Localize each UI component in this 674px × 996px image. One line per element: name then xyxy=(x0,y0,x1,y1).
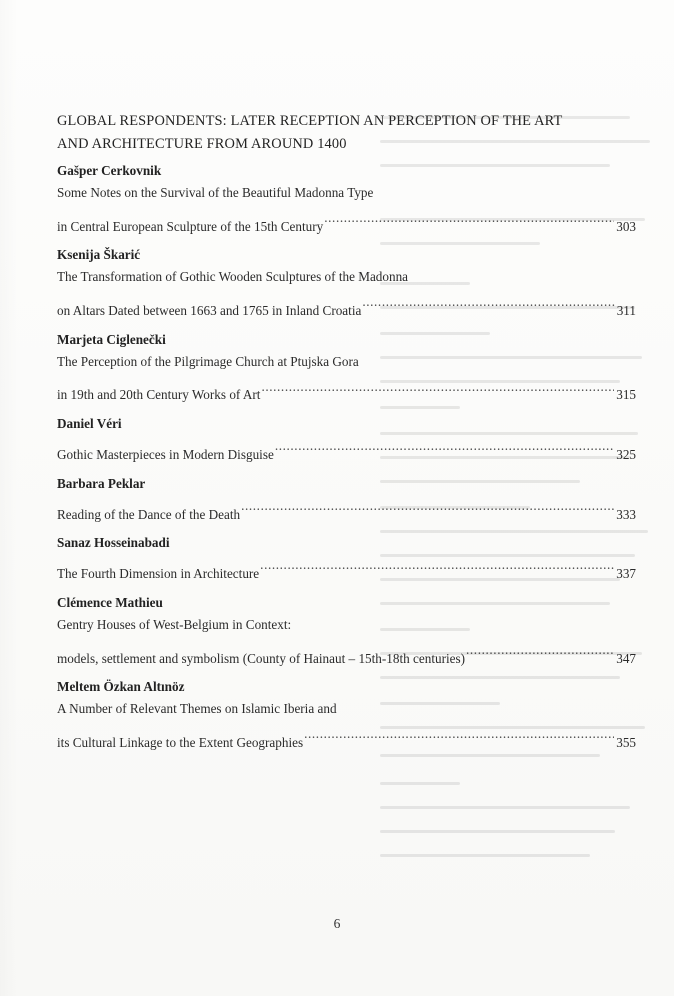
toc-entry xyxy=(57,593,636,671)
entry-title-final-line xyxy=(57,494,636,528)
dot-leader xyxy=(275,434,614,459)
entry-author: Gašper Cerkovnik xyxy=(57,163,162,178)
entry-title-text: its Cultural Linkage to the Extent Geographies xyxy=(57,734,304,750)
section-title-line-2: AND ARCHITECTURE FROM AROUND 1400 xyxy=(57,135,347,152)
dot-leader xyxy=(304,722,614,747)
dot-leader xyxy=(261,375,614,400)
entry-title-line: The Transformation of Gothic Wooden Sculptures of the Madonna xyxy=(57,269,409,285)
entry-title-text: Gothic Masterpieces in Modern Disguise xyxy=(57,446,274,462)
entry-title-line: A Number of Relevant Themes on Islamic Iberia and xyxy=(57,701,337,717)
entry-title-final-line xyxy=(57,206,636,240)
entry-title-line: The Perception of the Pilgrimage Church at Ptujska Gora xyxy=(57,353,359,369)
entry-title-line: Some Notes on the Survival of the Beautiful Madonna Type xyxy=(57,185,374,200)
entry-page-number: 355 xyxy=(616,734,636,750)
entry-title-text: Reading of the Dance of the Death xyxy=(57,506,241,522)
page-number: 6 xyxy=(333,916,341,931)
entry-page-number: 311 xyxy=(616,302,636,318)
entry-author: Marjeta Ciglenečki xyxy=(57,331,166,347)
entry-title-text: The Fourth Dimension in Architecture xyxy=(57,566,260,582)
toc-entry xyxy=(57,161,636,239)
entry-page-number: 315 xyxy=(616,387,636,403)
section-title-line-1: GLOBAL RESPONDENTS: LATER RECEPTION AN PERCEPTION OF THE ART xyxy=(57,113,563,129)
dot-leader xyxy=(241,494,614,519)
dot-leader xyxy=(466,638,614,663)
entry-title-final-line xyxy=(57,553,636,587)
entry-title-final-line xyxy=(57,638,636,672)
entry-title-line: Gentry Houses of West-Belgium in Context: xyxy=(57,616,292,632)
toc-entry xyxy=(57,677,636,755)
entry-page-number: 325 xyxy=(616,446,636,462)
toc-entry xyxy=(57,330,636,408)
entry-title-final-line xyxy=(57,290,636,324)
entry-title-text: models, settlement and symbolism (County of Hainaut – 15th-18th centuries) xyxy=(57,650,466,666)
dot-leader xyxy=(260,553,614,578)
entry-page-number: 333 xyxy=(616,506,636,522)
dot-leader xyxy=(362,290,614,315)
entry-page-number: 337 xyxy=(616,566,636,582)
toc-entry xyxy=(57,533,636,587)
entry-title-final-line xyxy=(57,434,636,468)
entry-author: Daniel Véri xyxy=(57,416,122,432)
entry-title-final-line xyxy=(57,375,636,409)
section-title xyxy=(57,110,636,155)
entry-title-text: on Altars Dated between 1663 and 1765 in Inland Croatia xyxy=(57,302,362,318)
toc-entry xyxy=(57,474,636,528)
entry-author: Clémence Mathieu xyxy=(57,594,163,610)
entry-page-number: 303 xyxy=(616,218,636,234)
toc-entry xyxy=(57,245,636,323)
entry-author: Sanaz Hosseinabadi xyxy=(57,535,170,551)
toc-entry xyxy=(57,414,636,468)
entry-author: Ksenija Škarić xyxy=(57,247,141,263)
table-of-contents xyxy=(57,110,636,756)
entry-title-final-line xyxy=(57,722,636,756)
entry-title-text: in 19th and 20th Century Works of Art xyxy=(57,387,261,403)
entry-title-text: in Central European Sculpture of the 15th Century xyxy=(57,218,324,234)
entry-author: Meltem Özkan Altınöz xyxy=(57,679,185,695)
entry-page-number: 347 xyxy=(616,650,636,666)
dot-leader xyxy=(324,206,614,231)
entry-author: Barbara Peklar xyxy=(57,475,146,491)
